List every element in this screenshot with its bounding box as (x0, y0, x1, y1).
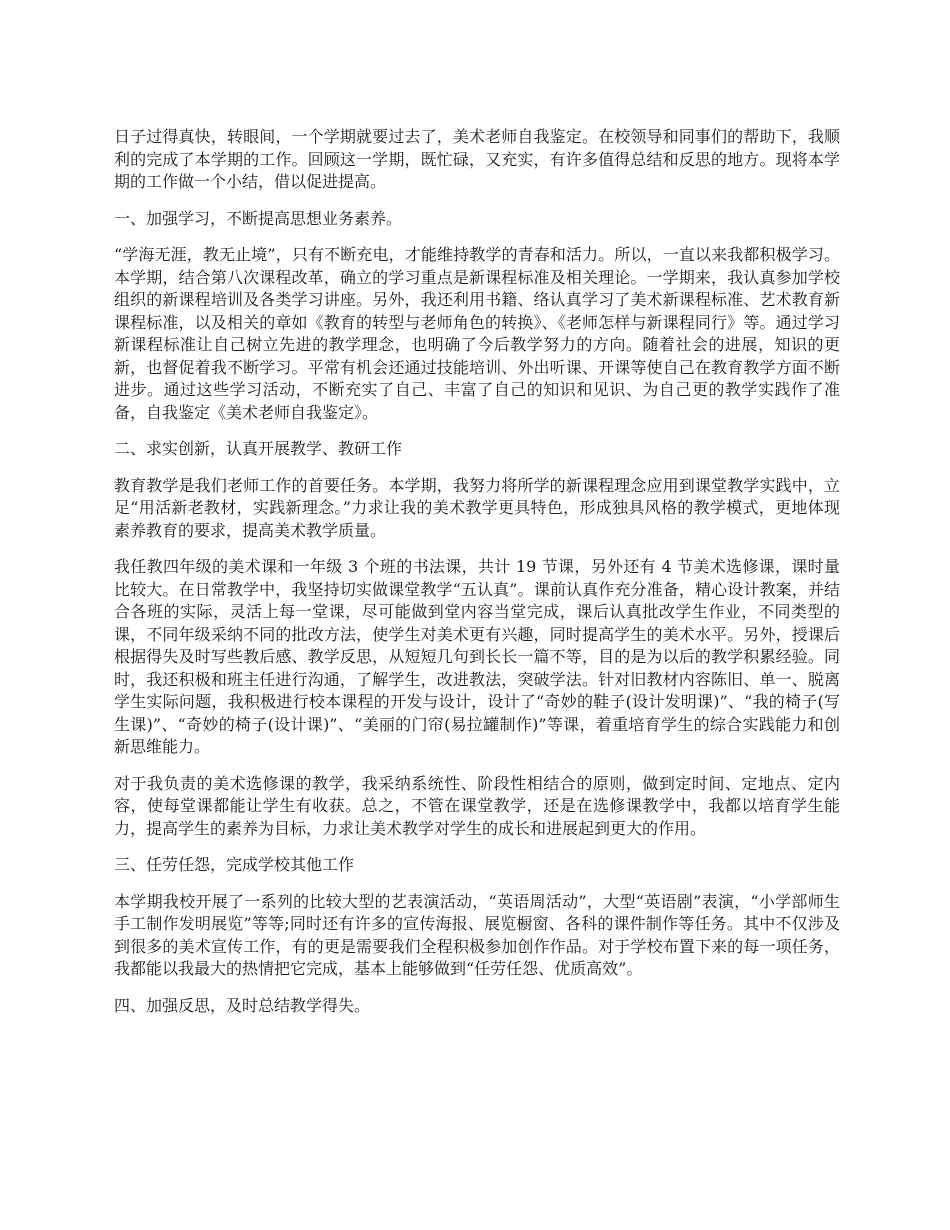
section-2-paragraph-1: 教育教学是我们老师工作的首要任务。本学期，我努力将所学的新课程理念应用到课堂教学实践中，立足“用活新老教材，实践新理念。”力求让我的美术教学更具特色，形成独具风格的教学模式，更地体现素养教育的要求，提高美术教学质量。 (114, 475, 840, 540)
section-heading-3: 三、任劳任怨，完成学校其他工作 (114, 855, 355, 874)
section-heading-4: 四、加强反思，及时总结教学得失。 (114, 995, 371, 1015)
document-body (114, 126, 840, 1031)
section-3-paragraph: 本学期我校开展了一系列的比较大型的艺表演活动，“英语周活动”，大型“英语剧”表演，“小学部师生手工制作发明展览”等等;同时还有许多的宣传海报、展览橱窗、各科的课件制作等任务。其中不仅涉及到很多的美术宣传工作，有的更是需要我们全程积极参加创作作品。对于学校布置下来的每一项任务，我都能以我最大的热情把它完成，基本上能够做到“任劳任怨、优质高效”。 (114, 891, 840, 978)
section-2-paragraph-2: 我任教四年级的美术课和一年级 3 个班的书法课，共计 19 节课，另外还有 4 节美术选修课，课时量比较大。在日常教学中，我坚持切实做课堂教学“五认真”。课前认真作充分准备，精心设计教案，并结合各班的实际，灵活上每一堂课，尽可能做到堂内容当堂完成，课后认真批改学生作业，不同类型的课，不同年级采纳不同的批改方法，使学生对美术更有兴趣，同时提高学生的美术水平。另外，授课后根据得失及时写些教后感、教学反思，从短短几句到长长一篇不等，目的是为以后的教学积累经验。同时，我还积极和班主任进行沟通，了解学生，改进教法，突破学法。针对旧教材内容陈旧、单一、脱离学生实际问题，我积极进行校本课程的开发与设计，设计了“奇妙的鞋子(设计发明课)”、“我的椅子(写生课)”、“奇妙的椅子(设计课)”、“美丽的门帘(易拉罐制作)”等课，着重培育学生的综合实践能力和创新思维能力。 (114, 557, 840, 756)
section-heading-2: 二、求实创新，认真开展教学、教研工作 (114, 439, 403, 458)
section-heading-1: 一、加强学习，不断提高思想业务素养。 (114, 208, 403, 228)
intro-paragraph: 日子过得真快，转眼间，一个学期就要过去了，美术老师自我鉴定。在校领导和同事们的帮助下，我顺利的完成了本学期的工作。回顾这一学期，既忙碌，又充实，有许多值得总结和反思的地方。现将本学期的工作做一个小结，借以促进提高。 (114, 127, 840, 191)
section-1-paragraph: “学海无涯，教无止境”，只有不断充电，才能维持教学的青春和活力。所以，一直以来我都积极学习。本学期，结合第八次课程改革，确立的学习重点是新课程标准及相关理论。一学期来，我认真参加学校组织的新课程培训及各类学习讲座。另外，我还利用书籍、络认真学习了美术新课程标准、艺术教育新课程标准，以及相关的章如《教育的转型与老师角色的转换》、《老师怎样与新课程同行》等。通过学习新课程标准让自己树立先进的教学理念，也明确了今后教学努力的方向。随着社会的进展，知识的更新，也督促着我不断学习。平常有机会还通过技能培训、外出听课、开课等使自己在教育教学方面不断进步。通过这些学习活动，不断充实了自己、丰富了自己的知识和见识、为自己更的教学实践作了准备，自我鉴定《美术老师自我鉴定》。 (114, 245, 840, 422)
section-2-paragraph-3: 对于我负责的美术选修课的教学，我采纳系统性、阶段性相结合的原则，做到定时间、定地点、定内容，使每堂课都能让学生有收获。总之，不管在课堂教学，还是在选修课教学中，我都以培育学生能力，提高学生的素养为目标，力求让美术教学对学生的成长和进展起到更大的作用。 (114, 773, 840, 838)
